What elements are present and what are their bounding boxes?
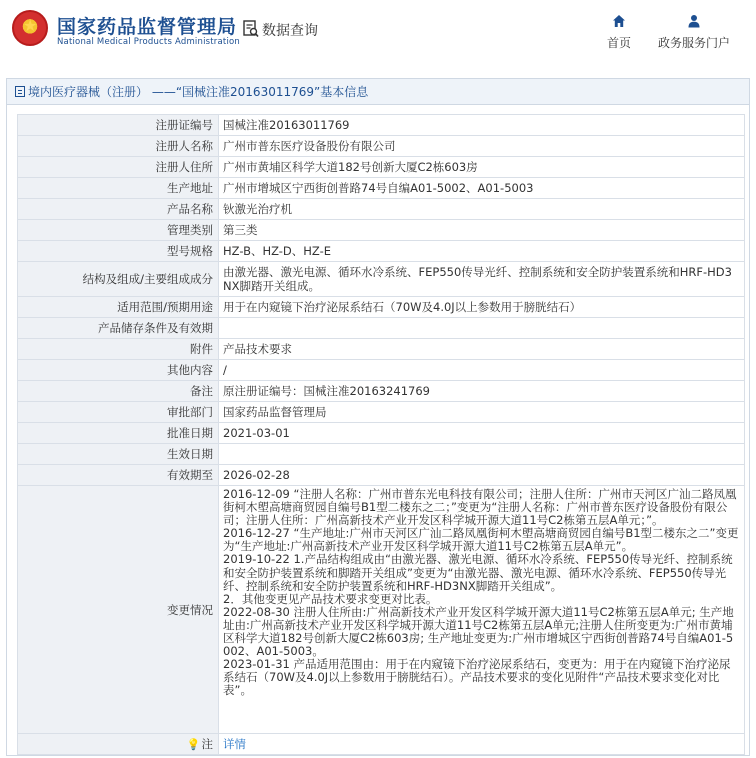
org-name-cn[interactable]: 国家药品监督管理局 <box>57 16 238 38</box>
field-label: 附件 <box>18 339 219 360</box>
field-label: 产品储存条件及有效期 <box>18 318 219 339</box>
field-label: 变更情况 <box>18 486 219 734</box>
document-icon <box>15 86 25 97</box>
nav-gov-portal[interactable] <box>656 14 732 51</box>
table-row-note <box>18 734 745 755</box>
field-value: 原注册证编号：国械注准20163241769 <box>219 381 745 402</box>
field-label: 适用范围/预期用途 <box>18 297 219 318</box>
field-label: 生产地址 <box>18 178 219 199</box>
field-label: 注册人住所 <box>18 157 219 178</box>
field-label: 产品名称 <box>18 199 219 220</box>
field-value: 产品技术要求 <box>219 339 745 360</box>
note-label: 注 <box>201 736 213 751</box>
site-header <box>0 0 756 66</box>
field-value: / <box>219 360 745 381</box>
table-row <box>18 444 745 465</box>
table-row <box>18 360 745 381</box>
field-label: 注册人名称 <box>18 136 219 157</box>
table-row <box>18 136 745 157</box>
note-value <box>219 734 745 755</box>
field-value: 由激光器、激光电源、循环水冷系统、FEP550传导光纤、控制系统和安全防护装置系统和HRF-HD3NX脚踏开关组成。 <box>219 262 745 297</box>
panel-title-text: 境内医疗器械（注册） ——“国械注准20163011769”基本信息 <box>28 85 369 99</box>
field-label: 注册证编号 <box>18 115 219 136</box>
field-value: 国家药品监督管理局 <box>219 402 745 423</box>
nav-home-label[interactable]: 首页 <box>606 36 631 50</box>
field-value: 广州市普东医疗设备股份有限公司 <box>219 136 745 157</box>
note-label-cell <box>18 734 219 755</box>
table-row <box>18 178 745 199</box>
change-history-value <box>219 486 745 734</box>
panel-title <box>7 79 749 105</box>
field-label: 批准日期 <box>18 423 219 444</box>
field-value: HZ-B、HZ-D、HZ-E <box>219 241 745 262</box>
table-row <box>18 199 745 220</box>
field-label: 备注 <box>18 381 219 402</box>
table-row <box>18 402 745 423</box>
nav-gov-portal-label[interactable]: 政务服务门户 <box>657 36 730 50</box>
field-value: 钬激光治疗机 <box>219 199 745 220</box>
change-entry: 2023-01-31 产品适用范围由：用于在内窥镜下治疗泌尿系结石，变更为：用于在内窥镜下治疗泌尿系结石（70W及4.0J以上参数用于膀胱结石）。产品技术要求的变化见附件“产品技术要求变化对比表”。 <box>223 657 731 698</box>
change-entry: 2016-12-09 “注册人名称：广州市普东光电科技有限公司；注册人住所：广州市天河区广汕二路凤凰街柯木塱高塘商贸园自编号B1型二楼东之二；”变更为“注册人名称：广州市普东医疗设备股份有限公司；注册人住所：广州高新技术产业开发区科学城开源大道11号C2栋第五层A单元；”。 <box>223 487 737 528</box>
field-value: 用于在内窥镜下治疗泌尿系结石（70W及4.0J以上参数用于膀胱结石） <box>219 297 745 318</box>
data-query-icon <box>243 20 259 38</box>
table-row <box>18 157 745 178</box>
table-row <box>18 241 745 262</box>
field-label: 型号规格 <box>18 241 219 262</box>
data-query-title <box>243 20 318 40</box>
field-value: 2026-02-28 <box>219 465 745 486</box>
field-value: 第三类 <box>219 220 745 241</box>
table-row <box>18 339 745 360</box>
table-row <box>18 318 745 339</box>
field-label: 生效日期 <box>18 444 219 465</box>
data-query-label: 数据查询 <box>262 23 318 39</box>
field-value: 广州市黄埔区科学大道182号创新大厦C2栋603房 <box>219 157 745 178</box>
change-entry: 2016-12-27 “生产地址:广州市天河区广汕二路凤凰街柯木塱高塘商贸园自编号B1型二楼东之二”变更为“生产地址:广州高新技术产业开发区科学城开源大道11号C2栋第五层A单元”。 <box>223 526 739 554</box>
home-icon <box>612 14 626 28</box>
field-value <box>219 318 745 339</box>
table-row <box>18 115 745 136</box>
field-value: 2021-03-01 <box>219 423 745 444</box>
table-row <box>18 423 745 444</box>
field-value <box>219 444 745 465</box>
field-label: 有效期至 <box>18 465 219 486</box>
user-icon <box>687 14 701 28</box>
table-row <box>18 262 745 297</box>
change-entry: 2022-08-30 注册人住所由:广州高新技术产业开发区科学城开源大道11号C2栋第五层A单元; 生产地址由:广州高新技术产业开发区科学城开源大道11号C2栋第五层A单元;注册人住所变更为:广州市黄埔区科学大道182号创新大厦C2栋603房; 生产地址变更为:广州市增城区宁西街创普路74号自编A01-5002、A01-5003。 <box>223 604 734 659</box>
table-row <box>18 220 745 241</box>
field-value: 广州市增城区宁西街创普路74号自编A01-5002、A01-5003 <box>219 178 745 199</box>
field-label: 管理类别 <box>18 220 219 241</box>
change-entry: 2．其他变更见产品技术要求变更对比表。 <box>223 591 438 606</box>
info-table <box>17 114 745 755</box>
emblem-logo: ★ <box>12 10 48 46</box>
change-entry: 2019-10-22 1.产品结构组成由“由激光器、激光电源、循环水冷系统、FEP550传导光纤、控制系统和安全防护装置系统和脚踏开关组成”变更为“由激光器、激光电源、循环水冷系统、FEP550传导光纤、控制系统和安全防护装置系统和HRF-HD3NX脚踏开关组成”。 <box>223 552 733 593</box>
nav-home[interactable] <box>603 14 635 51</box>
table-row-change-history <box>18 486 745 734</box>
detail-link[interactable]: 详情 <box>223 737 246 751</box>
field-label: 审批部门 <box>18 402 219 423</box>
table-row <box>18 381 745 402</box>
field-label: 其他内容 <box>18 360 219 381</box>
table-row <box>18 297 745 318</box>
detail-panel <box>6 78 750 756</box>
org-name-en: National Medical Products Administration <box>57 37 240 47</box>
field-value: 国械注准20163011769 <box>219 115 745 136</box>
table-row <box>18 465 745 486</box>
lightbulb-icon: 💡 <box>186 737 201 751</box>
field-label: 结构及组成/主要组成成分 <box>18 262 219 297</box>
